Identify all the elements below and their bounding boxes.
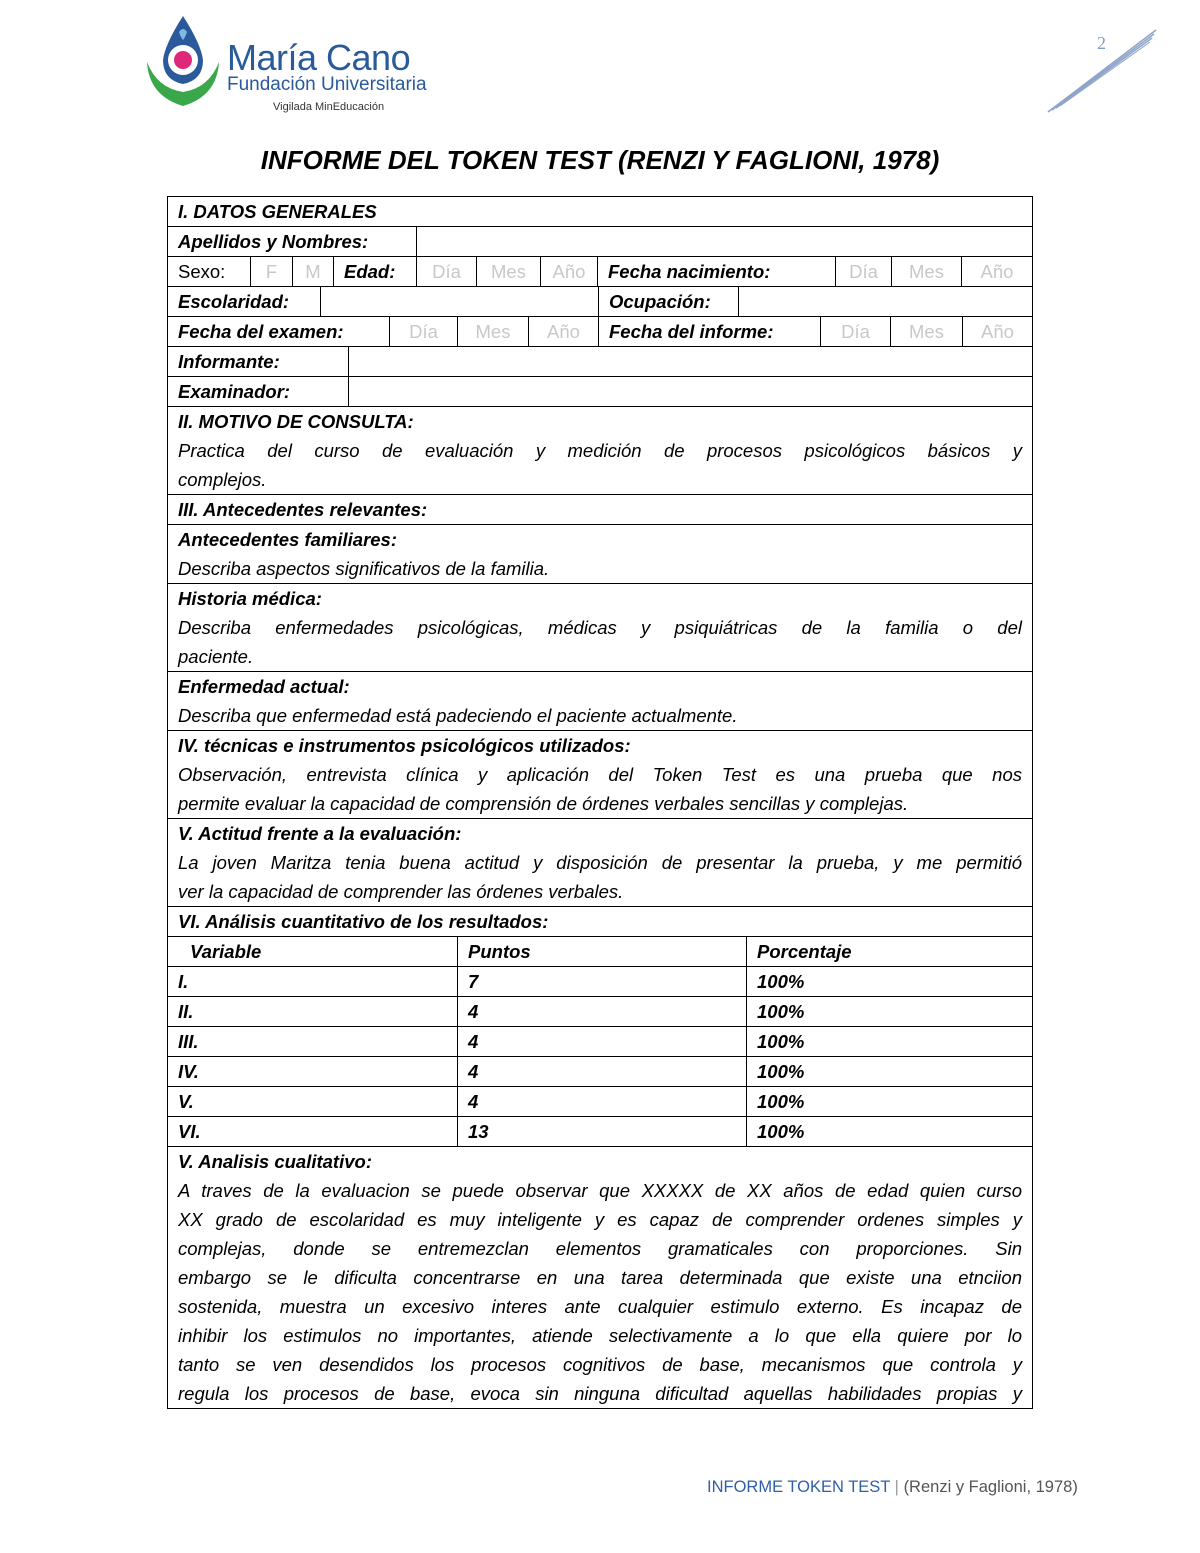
tecnicas-text-line: Observación, entrevista clínica y aplicación del Token Test es una prueba que nos [178,764,1022,785]
informante-label: Informante: [178,351,280,372]
ocupacion-field[interactable] [738,287,1032,316]
table-row [168,997,1032,1027]
enfermedad-actual-text: Describa que enfermedad está padeciendo el paciente actualmente. [178,705,738,726]
informe-dia-field[interactable]: Día [820,317,890,346]
institution-logo [143,14,453,122]
table-row [168,1027,1032,1057]
section-heading-actitud: V. Actitud frente a la evaluación: [178,823,462,844]
motivo-text-line: complejos. [178,469,267,490]
motivo-text-line: Practica del curso de evaluación y medición de procesos psicológicos básicos y [178,440,1022,461]
escolaridad-label: Escolaridad: [178,291,290,312]
fecha-informe-label: Fecha del informe: [598,317,820,346]
page-footer [707,1478,1078,1497]
informante-field[interactable] [348,347,1032,376]
table-row [168,1087,1032,1117]
logo-tagline: Vigilada MinEducación [273,101,385,113]
nacimiento-dia-field[interactable]: Día [835,257,891,286]
nacimiento-mes-field[interactable]: Mes [891,257,961,286]
column-header-variable: Variable [190,941,262,962]
page-number: 2 [1097,33,1106,53]
sexo-f-option[interactable]: F [250,257,292,286]
examen-dia-field[interactable]: Día [389,317,457,346]
table-cell-variable: I. [178,971,189,992]
logo-name: María Cano [227,37,411,78]
table-cell-puntos: 7 [457,967,746,996]
logo-subtitle: Fundación Universitaria [227,74,427,95]
cualitativo-text-line: sostenida, muestra un excesivo interes ante cualquier estimulo externo. Es incapaz de [178,1296,1022,1317]
tecnicas-section [168,731,1032,819]
examinador-row [168,377,1032,407]
section-heading-antecedentes: III. Antecedentes relevantes: [178,499,428,520]
apellidos-field[interactable] [416,227,1032,256]
historia-medica-text-line: Describa enfermedades psicológicas, médicas y psiquiátricas de la familia o del [178,617,1022,638]
table-row [168,967,1032,997]
antecedentes-heading-row [168,495,1032,525]
escolaridad-field[interactable] [320,287,598,316]
section-heading-cuantitativo: VI. Análisis cuantitativo de los resultados: [178,911,549,932]
edad-label: Edad: [333,257,416,286]
cualitativo-text-line: tanto se ven desendidos los procesos cognitivos de base, mecanismos que controla y [178,1354,1022,1375]
cualitativo-text-line: inhibir los estimulos no importantes, atiende selectivamente a lo que ella quiere por lo [178,1325,1022,1346]
apellidos-row [168,227,1032,257]
column-header-puntos: Puntos [457,937,746,966]
informe-anio-field[interactable]: Año [962,317,1032,346]
table-cell-puntos: 4 [457,1087,746,1116]
table-cell-porcentaje: 100% [746,1087,1032,1116]
historia-medica-section [168,584,1032,672]
table-cell-puntos: 4 [457,1057,746,1086]
cualitativo-text-line: embargo se le dificulta concentrarse en una tarea determinada que existe una etnciion [178,1267,1022,1288]
table-cell-puntos: 13 [457,1117,746,1146]
table-cell-puntos: 4 [457,1027,746,1056]
cualitativo-text-line: regula los procesos de base, evoca sin ninguna dificultad aquellas habilidades propias y [178,1383,1022,1404]
section-heading-motivo: II. MOTIVO DE CONSULTA: [178,411,414,432]
edad-mes-field[interactable]: Mes [476,257,540,286]
section-heading-cualitativo: V. Analisis cualitativo: [178,1151,372,1172]
fecha-nacimiento-label: Fecha nacimiento: [597,257,835,286]
sexo-m-option[interactable]: M [292,257,333,286]
table-cell-porcentaje: 100% [746,1027,1032,1056]
fecha-examen-row [168,317,1032,347]
table-row [168,1117,1032,1147]
ocupacion-label: Ocupación: [598,287,738,316]
fecha-examen-label: Fecha del examen: [178,321,344,342]
section-heading-tecnicas: IV. técnicas e instrumentos psicológicos utilizados: [178,735,631,756]
actitud-text-line: ver la capacidad de comprender las órdenes verbales. [178,881,624,902]
edad-dia-field[interactable]: Día [416,257,476,286]
examen-anio-field[interactable]: Año [528,317,598,346]
cualitativo-text-line: complejas, donde se entremezclan elementos gramaticales con proporciones. Sin [178,1238,1022,1259]
escolaridad-row [168,287,1032,317]
motivo-section [168,407,1032,495]
table-cell-variable: IV. [178,1061,199,1082]
sexo-label: Sexo: [178,261,226,282]
historia-medica-text-line: paciente. [178,646,254,667]
cualitativo-section [168,1147,1032,1408]
report-form [167,196,1033,1409]
informe-mes-field[interactable]: Mes [890,317,962,346]
report-title: INFORME DEL TOKEN TEST (RENZI Y FAGLIONI, 1978) [260,145,940,175]
logo-emblem-icon [143,14,223,114]
decorative-lines-icon [1040,26,1160,116]
examen-mes-field[interactable]: Mes [457,317,528,346]
table-cell-variable: II. [178,1001,194,1022]
informante-row [168,347,1032,377]
tecnicas-text-line: permite evaluar la capacidad de comprensión de órdenes verbales sencillas y complejas. [178,793,909,814]
table-cell-variable: VI. [178,1121,201,1142]
edad-anio-field[interactable]: Año [540,257,597,286]
table-cell-porcentaje: 100% [746,997,1032,1026]
table-cell-puntos: 4 [457,997,746,1026]
cualitativo-text-line: XX grado de escolaridad es muy inteligente y es capaz de comprender ordenes simples y [178,1209,1022,1230]
table-cell-porcentaje: 100% [746,1117,1032,1146]
table-cell-variable: III. [178,1031,199,1052]
section-heading-datos-generales: I. DATOS GENERALES [178,201,377,222]
apellidos-label: Apellidos y Nombres: [178,231,369,252]
historia-medica-label: Historia médica: [178,588,322,609]
footer-report-name: INFORME TOKEN TEST [707,1478,891,1496]
footer-separator: | [894,1478,899,1496]
antecedentes-familiares-label: Antecedentes familiares: [178,529,398,550]
sexo-row [168,257,1032,287]
table-cell-porcentaje: 100% [746,1057,1032,1086]
table-cell-variable: V. [178,1091,194,1112]
table-cell-porcentaje: 100% [746,967,1032,996]
section-heading-row [168,197,1032,227]
enfermedad-actual-label: Enfermedad actual: [178,676,350,697]
actitud-section [168,819,1032,907]
examinador-field[interactable] [348,377,1032,406]
actitud-text-line: La joven Maritza tenia buena actitud y disposición de presentar la prueba, y me permitió [178,852,1022,873]
nacimiento-anio-field[interactable]: Año [961,257,1032,286]
cuantitativo-heading-row [168,907,1032,937]
cualitativo-text-line: A traves de la evaluacion se puede observar que XXXXX de XX años de edad quien curso [178,1180,1022,1201]
footer-citation: (Renzi y Faglioni, 1978) [903,1478,1078,1496]
antecedentes-familiares-text: Describa aspectos significativos de la familia. [178,558,550,579]
table-row [168,1057,1032,1087]
column-header-porcentaje: Porcentaje [746,937,1032,966]
antecedentes-familiares-section [168,525,1032,584]
examinador-label: Examinador: [178,381,291,402]
enfermedad-actual-section [168,672,1032,731]
results-table-header [168,937,1032,967]
